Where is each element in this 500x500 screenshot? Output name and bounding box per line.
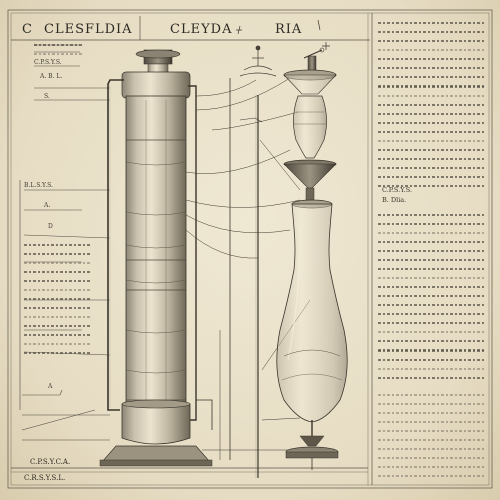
footer-label-2: C.R.S.Y.S.L.	[24, 474, 66, 482]
label-mid-2: A.	[44, 202, 51, 209]
right-paragraph-4	[378, 350, 486, 386]
right-heading-2: B. Dlia.	[382, 196, 407, 204]
leader-lines-left	[20, 45, 110, 440]
label-mid-1: B.L.S.Y.S.	[24, 182, 53, 189]
header-title-1: CLESFLDIA	[44, 22, 133, 37]
label-top-1: C.P.S.Y.S.	[34, 59, 62, 66]
cylinder-apparatus	[100, 50, 212, 466]
label-bottom-mark: A	[48, 383, 53, 390]
left-notes-top	[34, 44, 84, 62]
right-paragraph-3	[378, 214, 486, 358]
central-rods	[186, 78, 310, 478]
right-paragraph-5	[378, 394, 486, 484]
right-paragraph-1	[378, 22, 486, 94]
header-title-2: CLEYDA	[170, 22, 233, 37]
right-text-panel	[378, 14, 490, 484]
footer-label-1: C.P.S.Y.C.A.	[30, 458, 71, 466]
label-mid-3: D	[48, 223, 53, 230]
left-notes-middle	[24, 244, 90, 361]
label-top-3: S.	[44, 93, 50, 100]
right-heading-1: C.P.S.Y.S.	[382, 186, 413, 194]
header-title-3: RIA	[275, 22, 303, 37]
glass-funnel-apparatus	[277, 48, 347, 470]
header-left-mark: C	[22, 22, 33, 37]
label-top-2: A. B. L.	[40, 73, 63, 80]
right-paragraph-2	[378, 86, 486, 194]
